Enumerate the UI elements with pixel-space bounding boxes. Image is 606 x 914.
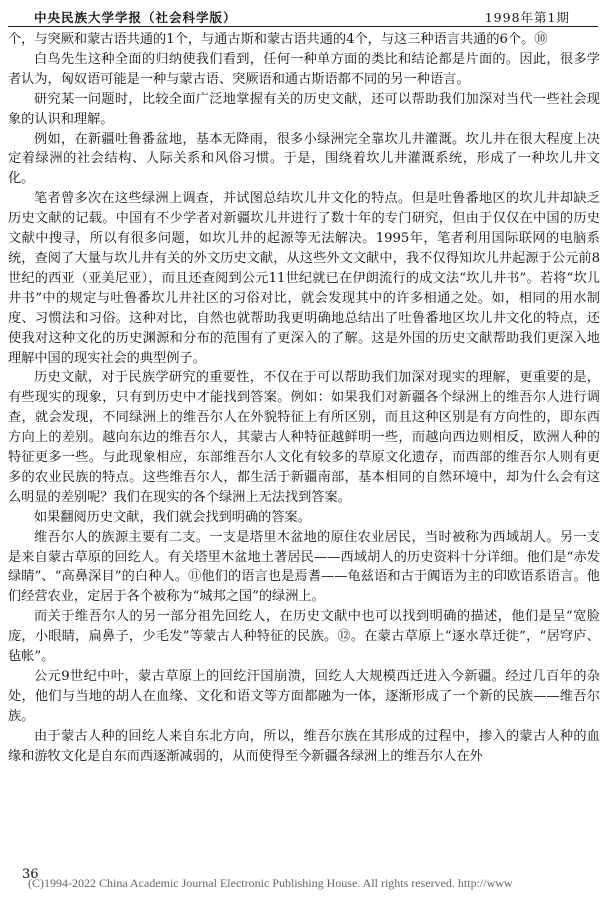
page-number: 36 — [22, 867, 39, 882]
paragraph: 白鸟先生这种全面的归纳使我们看到，任何一种单方面的类比和结论都是片面的。因此，很多学者认为，匈奴语可能是一种与蒙古语、突厥语和通古斯语都不同的另一种语言。 — [8, 51, 600, 87]
article-body — [8, 30, 600, 767]
paragraph: 如果翻阅历史文献，我们就会找到明确的答案。 — [34, 509, 311, 525]
paragraph: 个，与突厥和蒙古语共通的1个，与通古斯和蒙古语共通的4个，与这三种语言共通的6个。⑩ — [8, 32, 548, 47]
paragraph: 公元9世纪中叶，蒙古草原上的回纥汗国崩溃，回纥人大规模西迁进入今新疆。经过几百年的杂处，他们与当地的胡人在血缘、文化和语文等方面都融为一体，逐渐形成了一个新的民族——维吾尔族。 — [8, 669, 600, 724]
issue-label: 1998年第1期 — [484, 10, 570, 25]
paragraph: 而关于维吾尔人的另一部分祖先回纥人，在历史文献中也可以找到明确的描述，他们是呈“宽脸庞，小眼睛，扁鼻子，少毛发”等蒙古人种特征的民族。⑫。在蒙古草原上“逐水草迁徙”，“居穹庐、毡帐”。 — [8, 609, 600, 665]
paragraph: 例如，在新疆吐鲁番盆地，基本无降雨，很多小绿洲完全靠坎儿井灌溉。坎儿井在很大程度上决定着绿洲的社会结构、人际关系和风俗习惯。于是，围绕着坎儿井灌溉系统，形成了一种坎儿井文化。 — [8, 131, 600, 187]
paragraph: 由于蒙古人种的回纥人来自东北方向，所以，维吾尔族在其形成的过程中，掺入的蒙古人种的血缘和游牧文化是自东而西逐渐减弱的，从而使得至今新疆各绿洲上的维吾尔人在外 — [8, 728, 600, 764]
paragraph: 研究某一问题时，比较全面广泛地掌握有关的历史文献，还可以帮助我们加深对当代一些社会现象的认识和理解。 — [8, 91, 600, 127]
journal-title: 中央民族大学学报（社会科学版） — [34, 10, 237, 25]
paragraph: 笔者曾多次在这些绿洲上调查，并试图总结坎儿井文化的特点。但是吐鲁番地区的坎儿井却缺乏历史文献的记载。中国有不少学者对新疆坎儿井进行了数十年的专门研究，但由于仅仅在中国的历史文献中搜寻，所以有很多问题，如坎儿井的起源等无法解决。1995年，笔者利用国际联网的电脑系统，查阅了大量与坎儿井有关的外文历史文献，从这些外文文献中，我不仅得知坎儿井起源于公元前8世纪的西亚（亚美尼亚），而且还查阅到公元11世纪就已在伊朗流行的成文法“坎儿井书”。若将“坎儿井书”中的规定与吐鲁番坎儿井社区的习俗对比，就会发现其中的许多相通之处。如，相同的用水制度、习惯法和习俗。这种对比，自然也就帮助我更明确地总结出了吐鲁番地区坎儿井文化的特点，还使我对这种文化的历史渊源和分布的范围有了更深入的了解。这是外国的历史文献帮助我们更深入地理解中国的现实社会的典型例子。 — [8, 191, 600, 366]
paragraph: 维吾尔人的族源主要有二支。一支是塔里木盆地的原住农业居民，当时被称为西域胡人。另一支是来自蒙古草原的回纥人。有关塔里木盆地土著居民——西域胡人的历史资料十分详细。他们是“赤发绿睛”、“高鼻深目”的白种人。⑪他们的语言也是焉耆——龟兹语和古于阗语为主的印欧语系语言。他们经营农业，定居于各个被称为“城邦之国”的绿洲上。 — [8, 529, 600, 605]
copyright-footer: (C)1994-2022 China Academic Journal Electronic Publishing House. All rights reserved. http://www — [28, 876, 513, 890]
paragraph: 历史文献，对于民族学研究的重要性，不仅在于可以帮助我们加深对现实的理解，更重要的是，有些现实的现象，只有到历史中才能找到答案。例如：如果我们对新疆各个绿洲上的维吾尔人进行调查，就会发现，不同绿洲上的维吾尔人在外貌特征上有所区别，而且这种区别是有方向性的，即东西方向上的差别。越向东边的维吾尔人，其蒙古人种特征越鲜明一些，而越向西边则相反，欧洲人种的特征更多一些。与此现象相应，东部维吾尔人文化有较多的草原文化遗存，而西部的维吾尔人则有更多的农业民族的特点。这些维吾尔人，都生活于新疆南部，基本相同的自然环境中，却为什么会有这么明显的差别呢？我们在现实的各个绿洲上无法找到答案。 — [8, 370, 600, 505]
running-header — [8, 6, 598, 27]
